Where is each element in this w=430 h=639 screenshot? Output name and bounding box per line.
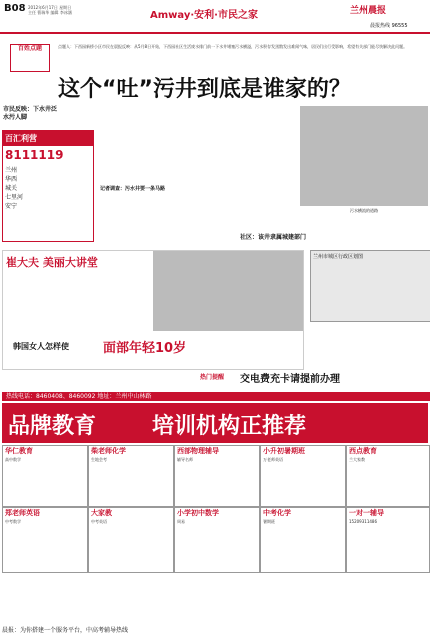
ad-cell: 郑老师英语 中考数学 (2, 507, 88, 573)
article-heading-2: 社区：该井隶属城建部门 (240, 234, 307, 241)
photo-caption: 污水横流的道路 (350, 208, 378, 213)
ad-cell: 大家教 中考英语 (88, 507, 174, 573)
section-badge: 百姓点题 (10, 44, 50, 72)
ad-cell: 中考化学 暑期班 (260, 507, 346, 573)
brand-header: 品牌教育 培训机构正推荐 (2, 403, 428, 443)
page-date: 2012年6月17日 星期日 主任 曹瑞华 编辑 李冰涵 (28, 5, 72, 15)
ad-cell: 一对一辅导 15209311486 (346, 507, 430, 573)
left-ad: 百汇利营 8111119 兰州 华西 城关 七里河 安宁 (2, 130, 94, 242)
paper-name: 兰州晨报 (350, 6, 387, 16)
ad-cell: 小学初中数学 周易 (174, 507, 260, 573)
news-photo (300, 106, 428, 206)
ad-bar: 热线电话：8460408、8460092 地址：兰州中山林路 (2, 392, 430, 401)
subhead: 市民反映：下水井泛水污人脚 (3, 106, 58, 121)
intro-text: 点题人：下西园新桥小区市民在晨报反映：从5月8日开始，下西园社区生活废水排门前一下水井堵塞污水横溢，污水积存发黑散发出难闻气味，居民们出行受影响，希望有关部门能尽快解决此问题。 (58, 44, 408, 49)
ads-grid (2, 445, 428, 639)
header-rule (0, 32, 430, 34)
ad-cell: 西部物理辅导 辅导名师 (174, 445, 260, 507)
model-photo (153, 251, 303, 331)
notice-title: 交电费充卡请提前办理 (240, 374, 340, 385)
notice-tag: 热门提醒 (200, 374, 225, 381)
page-number: B08 (4, 3, 26, 14)
article-col-1 (100, 106, 190, 246)
ad-cell: 柴老师化学 生地会考 (88, 445, 174, 507)
ad-cell: 华仁教育 高中数学 (2, 445, 88, 507)
district-map: 兰州市城区行政区划图 (310, 250, 430, 322)
article-heading-1: 记者调查：污水井要一条马路 (100, 186, 166, 192)
footer-line: 晨报：为你搭建一个服务平台，中高考辅导热线 (2, 627, 129, 634)
hotline: 晨报热线 96555 (370, 23, 408, 29)
ad-cell: 西点教育 兰大家教 (346, 445, 430, 507)
article-col-2 (195, 106, 295, 246)
headline: 这个“吐”污井到底是谁家的？ (58, 77, 351, 102)
section-brand: Amway·安利·市民之家 (150, 10, 258, 21)
ad-cell: 小升初暑期班 万老师英语 (260, 445, 346, 507)
beauty-ad: 崔大夫 美丽大讲堂 韩国女人怎样使 面部年轻10岁 (2, 250, 304, 370)
